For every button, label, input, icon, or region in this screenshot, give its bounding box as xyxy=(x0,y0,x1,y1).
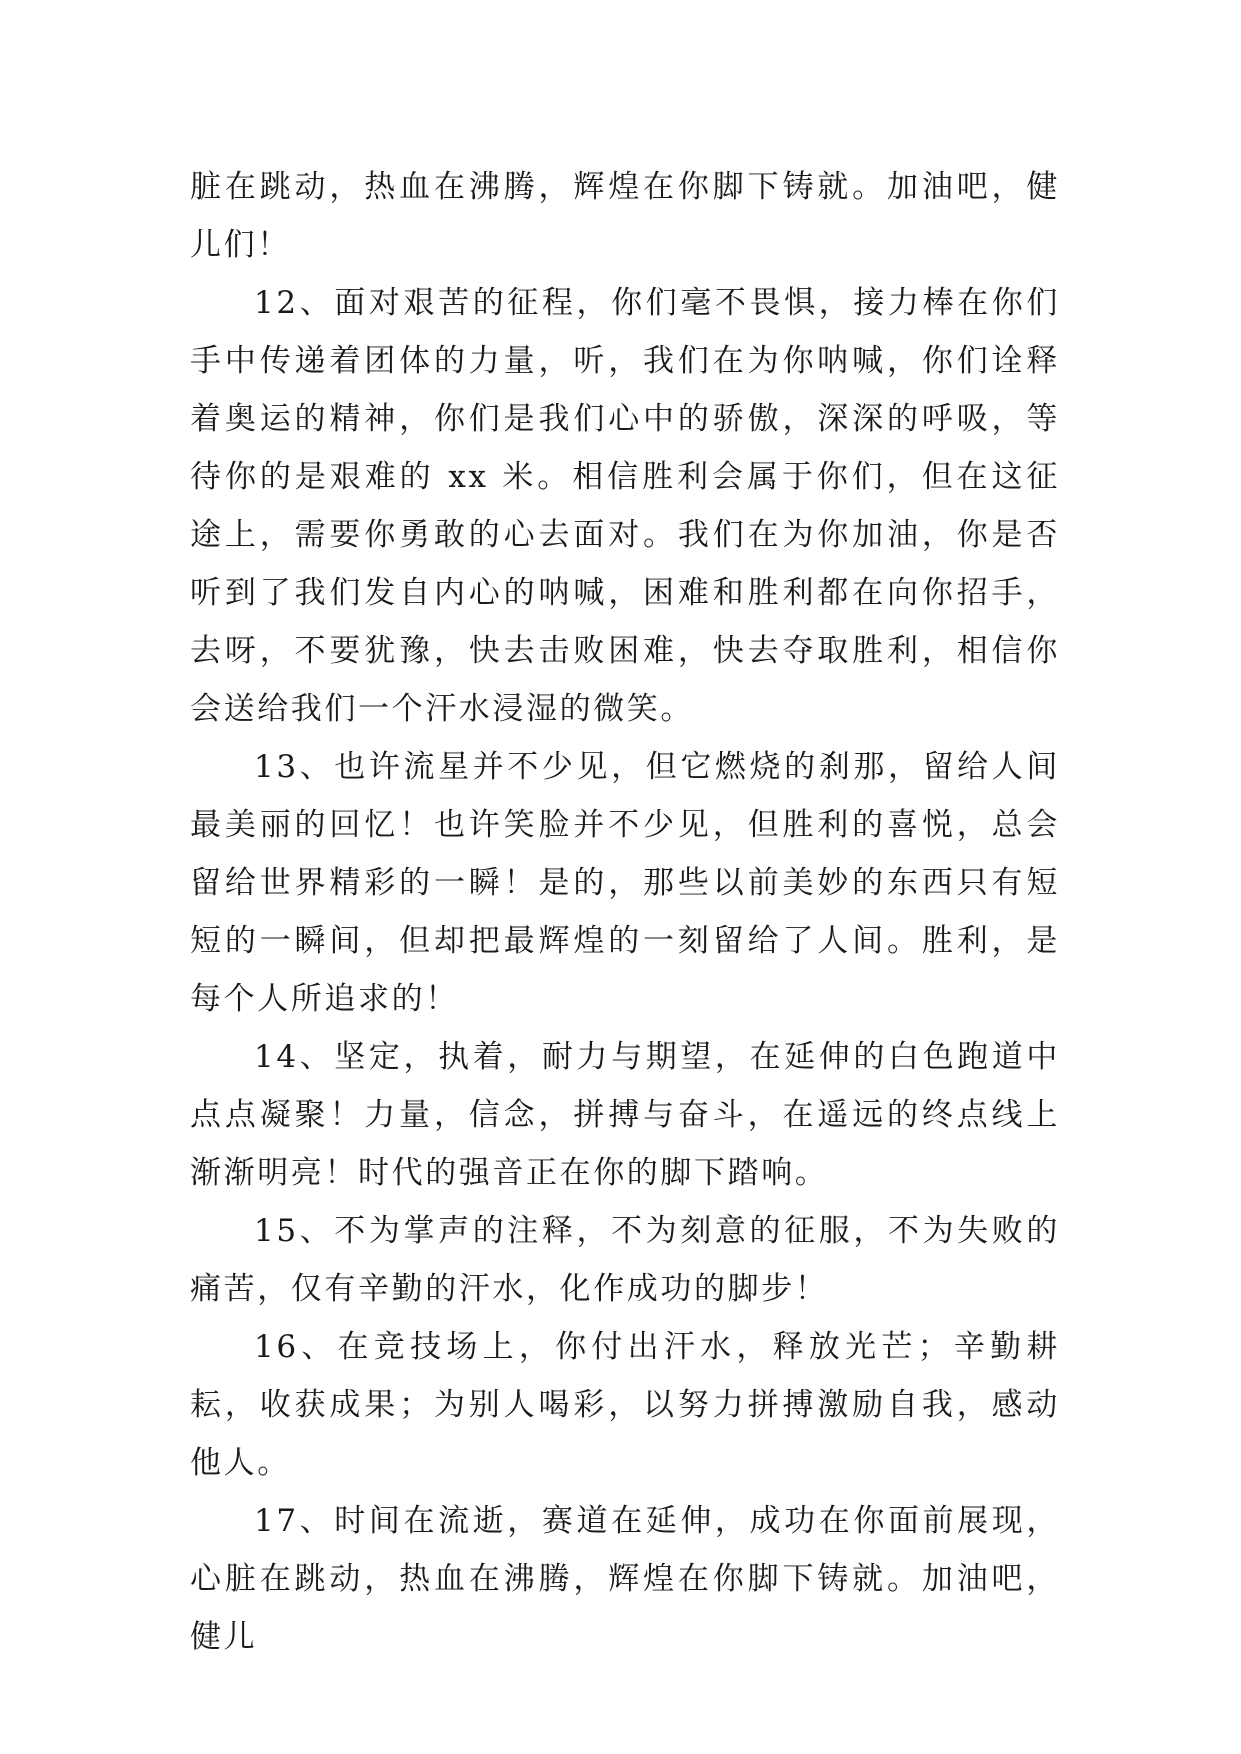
paragraph-continuation: 脏在跳动，热血在沸腾，辉煌在你脚下铸就。加油吧，健儿们！ xyxy=(190,169,1060,263)
paragraph-15: 15、不为掌声的注释，不为刻意的征服，不为失败的痛苦，仅有辛勤的汗水，化作成功的脚步！ xyxy=(190,1213,1060,1307)
paragraph-14: 14、坚定，执着，耐力与期望，在延伸的白色跑道中点点凝聚！力量，信念，拼搏与奋斗，在遥远的终点线上渐渐明亮！时代的强音正在你的脚下踏响。 xyxy=(190,1039,1060,1191)
paragraph-13: 13、也许流星并不少见，但它燃烧的刹那，留给人间最美丽的回忆！也许笑脸并不少见，但胜利的喜悦，总会留给世界精彩的一瞬！是的，那些以前美妙的东西只有短短的一瞬间，但却把最辉煌的一刻留给了人间。胜利，是每个人所追求的！ xyxy=(190,749,1060,1017)
document-body xyxy=(190,158,1060,1666)
paragraph-12: 12、面对艰苦的征程，你们毫不畏惧，接力棒在你们手中传递着团体的力量，听，我们在为你呐喊，你们诠释着奥运的精神，你们是我们心中的骄傲，深深的呼吸，等待你的是艰难的 xx 米。相信胜利会属于你们，但在这征途上，需要你勇敢的心去面对。我们在为你加油，你是否听到了我们发自内心的呐喊，困难和胜利都在向你招手，去呀，不要犹豫，快去击败困难，快去夺取胜利，相信你会送给我们一个汗水浸湿的微笑。 xyxy=(190,285,1060,727)
paragraph-17: 17、时间在流逝，赛道在延伸，成功在你面前展现，心脏在跳动，热血在沸腾，辉煌在你脚下铸就。加油吧，健儿 xyxy=(190,1503,1060,1655)
paragraph-16: 16、在竞技场上，你付出汗水，释放光芒；辛勤耕耘，收获成果；为别人喝彩，以努力拼搏激励自我，感动他人。 xyxy=(190,1329,1060,1481)
